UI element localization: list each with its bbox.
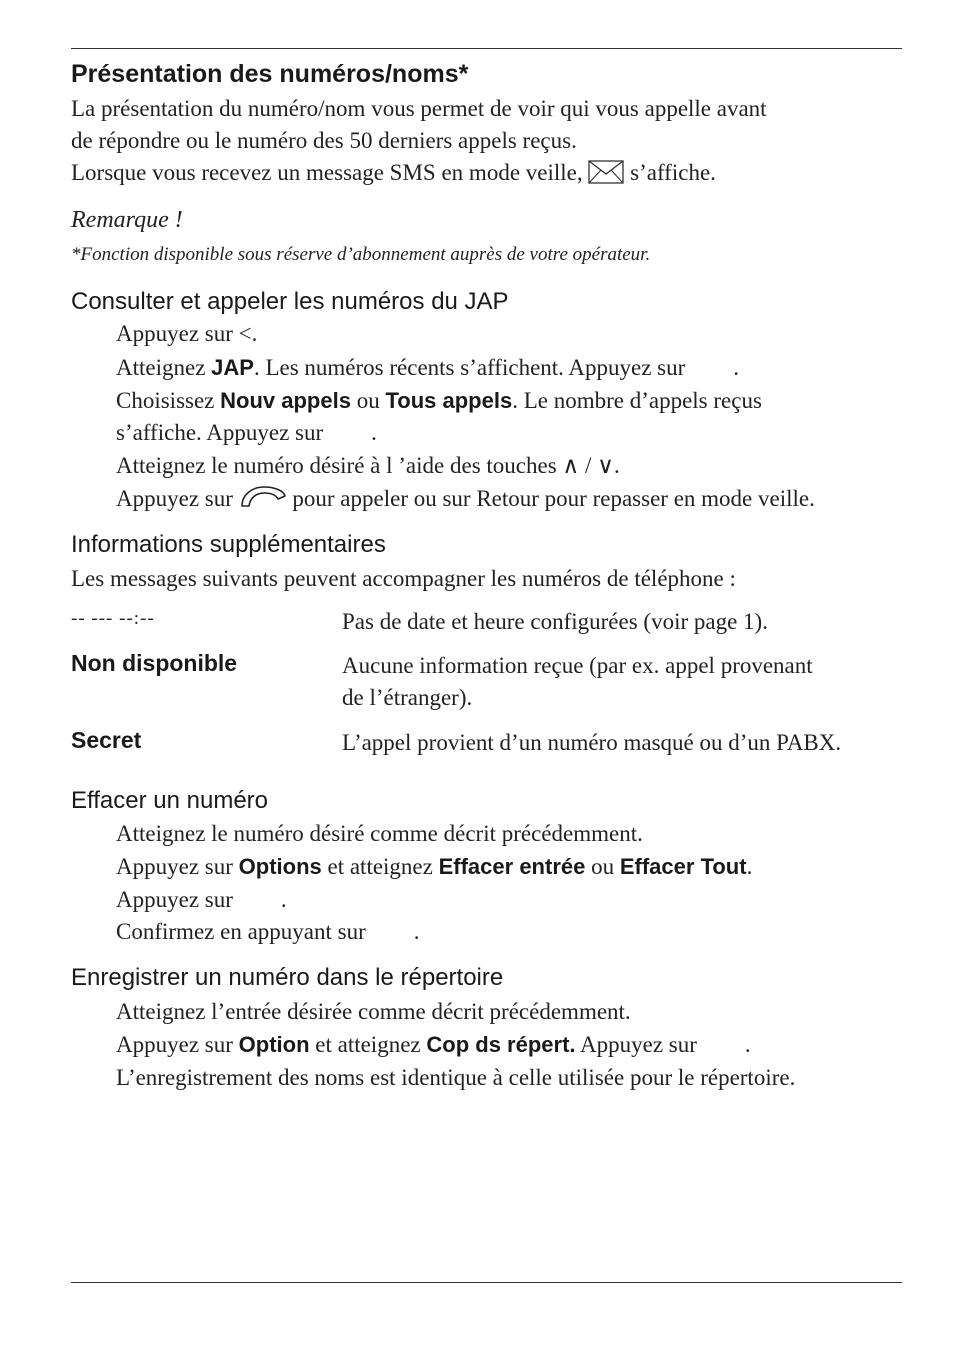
- def-no-date: Pas de date et heure configurées (voir page 1).: [342, 609, 768, 634]
- key-effacer-entree: Effacer entrée: [438, 854, 586, 879]
- key-nouv-appels: Nouv appels: [220, 388, 351, 413]
- envelope-icon: [588, 160, 624, 193]
- term-secret: Secret: [71, 727, 142, 753]
- presentation-line-1: La présentation du numéro/nom vous permet de voir qui vous appelle avant: [71, 96, 767, 121]
- consult-step-5-text-b: pour appeler ou sur Retour pour repasser en mode veille.: [292, 486, 815, 511]
- top-rule: [71, 48, 902, 49]
- section-title-presentation: Présentation des numéros/noms*: [71, 60, 469, 88]
- bottom-rule: [71, 1282, 902, 1283]
- save-step-2-end: .: [744, 1032, 751, 1057]
- key-jap: JAP: [211, 355, 254, 380]
- erase-step-1: Atteignez le numéro désiré comme décrit précédemment.: [116, 821, 643, 846]
- remark-text: *Fonction disponible sous réserve d’abonnement auprès de votre opérateur.: [71, 244, 651, 265]
- presentation-line-3: [71, 157, 911, 193]
- key-options: Options: [238, 854, 322, 879]
- consult-step-3-text-a: Choisissez: [116, 388, 215, 413]
- save-step-1: Atteignez l’entrée désirée comme décrit précédemment.: [116, 999, 631, 1024]
- def-non-disponible-line-1: Aucune information reçue (par ex. appel provenant: [342, 653, 813, 678]
- consult-step-2-text-b: . Les numéros récents s’affichent. Appuyez sur: [253, 355, 686, 380]
- save-step-2-text-b: et atteignez: [315, 1032, 421, 1057]
- erase-step-3-end: .: [280, 887, 287, 912]
- section-title-consult: Consulter et appeler les numéros du JAP: [71, 288, 509, 315]
- key-tous-appels: Tous appels: [385, 388, 513, 413]
- presentation-line-3-text: Lorsque vous recevez un message SMS en mode veille,: [71, 160, 583, 185]
- erase-step-2-text-a: Appuyez sur: [116, 854, 233, 879]
- section-title-info: Informations supplémentaires: [71, 531, 386, 558]
- def-secret: L’appel provient d’un numéro masqué ou d’un PABX.: [342, 730, 842, 755]
- consult-step-3-line-2-text: s’affiche. Appuyez sur: [116, 420, 324, 445]
- consult-step-2: [116, 352, 954, 384]
- erase-step-4-end: .: [413, 919, 420, 944]
- consult-step-3-or: ou: [356, 388, 380, 413]
- save-step-2-text-c: Appuyez sur: [580, 1032, 697, 1057]
- info-intro: Les messages suivants peuvent accompagner les numéros de téléphone :: [71, 566, 736, 591]
- erase-step-4-text: Confirmez en appuyant sur: [116, 919, 366, 944]
- erase-step-3: [116, 884, 954, 916]
- consult-step-3-line-2: [116, 417, 954, 449]
- consult-step-3-text-b: . Le nombre d’appels reçus: [512, 388, 762, 413]
- def-non-disponible-line-2: de l’étranger).: [342, 685, 473, 710]
- save-step-3: L’enregistrement des noms est identique à celle utilisée pour le répertoire.: [116, 1065, 796, 1090]
- consult-step-2-end: .: [733, 355, 740, 380]
- key-cop-ds-repert: Cop ds répert.: [426, 1032, 576, 1057]
- presentation-line-2: de répondre ou le numéro des 50 derniers appels reçus.: [71, 128, 577, 153]
- consult-step-4: Atteignez le numéro désiré à l ’aide des touches ∧ / ∨.: [116, 453, 620, 478]
- term-non-disponible: Non disponible: [71, 650, 238, 676]
- remark-title: Remarque !: [71, 207, 183, 233]
- consult-step-3: [116, 385, 954, 417]
- save-step-2-text-a: Appuyez sur: [116, 1032, 233, 1057]
- key-effacer-tout: Effacer Tout: [619, 854, 747, 879]
- erase-step-3-text: Appuyez sur: [116, 887, 233, 912]
- erase-step-4: [116, 916, 954, 948]
- section-title-erase: Effacer un numéro: [71, 787, 269, 814]
- consult-step-5: [116, 483, 954, 519]
- key-option: Option: [238, 1032, 310, 1057]
- term-no-date: -- --- --:--: [71, 608, 155, 629]
- phone-handset-icon: [239, 484, 287, 519]
- erase-step-2-end: .: [746, 854, 753, 879]
- consult-step-2-text-a: Atteignez: [116, 355, 206, 380]
- consult-step-5-text-a: Appuyez sur: [116, 486, 233, 511]
- presentation-line-3-end: s’affiche.: [630, 160, 716, 185]
- erase-step-2-or: ou: [591, 854, 615, 879]
- erase-step-2: [116, 851, 954, 883]
- consult-step-3-line-2-end: .: [371, 420, 377, 445]
- save-step-2: [116, 1029, 954, 1061]
- section-title-save: Enregistrer un numéro dans le répertoire: [71, 964, 504, 991]
- erase-step-2-text-b: et atteignez: [327, 854, 433, 879]
- consult-step-1: Appuyez sur <.: [116, 321, 258, 346]
